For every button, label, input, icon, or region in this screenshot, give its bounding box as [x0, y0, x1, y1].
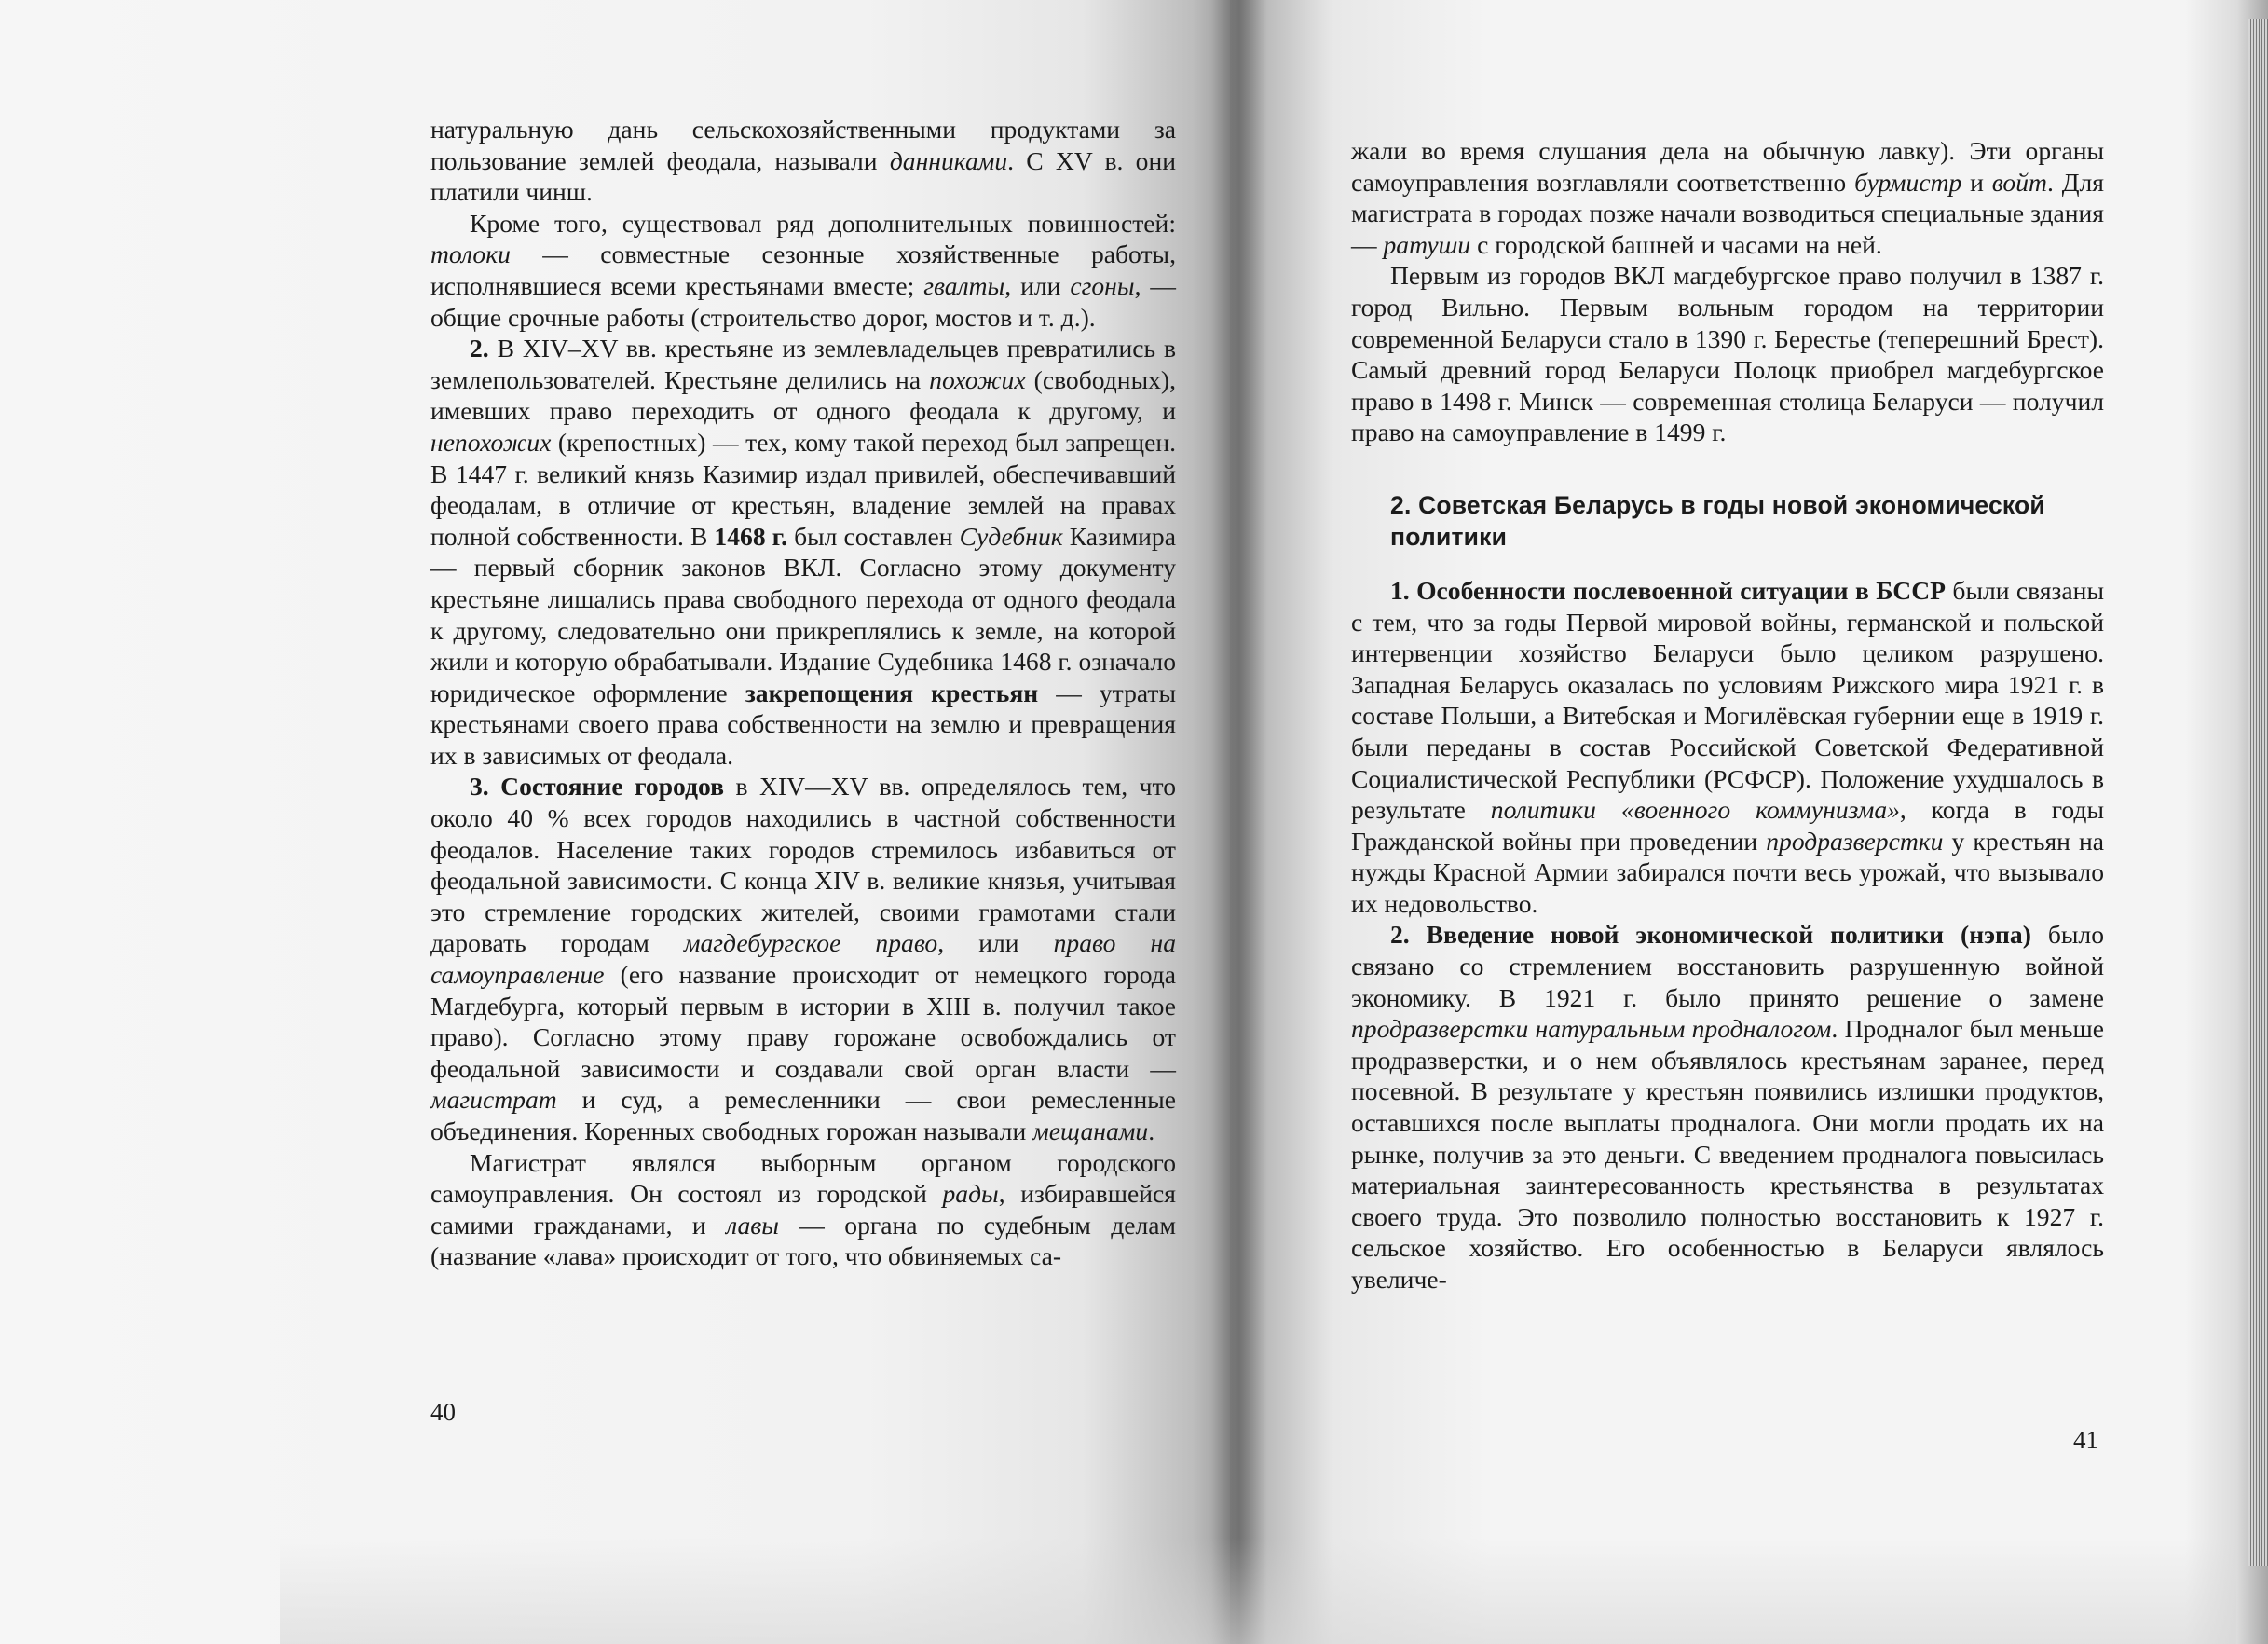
text-run: у крестьян на нужды Красной Армии забирался почти весь урожай, что вызывало их недовольство. [1351, 826, 2105, 918]
italic-term: толоки [430, 240, 511, 269]
italic-term: магистрат [430, 1085, 557, 1115]
text-run: в XIV—XV вв. определялось тем, что около 40 % всех городов находились в частной собственности феодалов. Население таких городов стремилось избавиться от феодальной зависимости. С конца XIV в. великие князья, учитывая это стремление городских жителей, своими грамотами стали даровать городам [430, 772, 1177, 958]
text-run: и суд, а ремесленники — свои ремесленные объединения. Коренных свободных горожан называли [430, 1085, 1176, 1145]
text-run: , — общие срочные работы (строительство дорог, мостов и т. д.). [430, 270, 1177, 332]
italic-term: продразверстки натуральным продналогом [1351, 1014, 1832, 1044]
paragraph [430, 333, 1176, 771]
page-shadow [280, 1538, 2236, 1644]
italic-term: непохожих [430, 427, 552, 457]
italic-term: войт [1991, 167, 2047, 197]
text-run: , избиравшейся самими гражданами, и [430, 1179, 1176, 1240]
bold-term: 1. Особенности послевоенной ситуации в БССР [1390, 575, 1947, 605]
right-paragraphs-before-heading [1351, 135, 2104, 448]
bold-term: 1468 г. [714, 521, 787, 551]
italic-term: мещанами [1032, 1117, 1149, 1145]
text-run: Магистрат являлся выборным органом городского самоуправления. Он состоял из городской [430, 1147, 1176, 1209]
left-text-column [430, 114, 1176, 1272]
text-run: Кроме того, существовал ряд дополнительных повинностей: [470, 208, 1176, 238]
paragraph [1351, 135, 2104, 260]
text-run: Первым из городов ВКЛ магдебургское право получил в 1387 г. город Вильно. Первым вольным городом на территории современной Беларуси стало в 1390 г. Берестье (теперешний Брест). Самый древний город Беларуси Полоцк приобрел магдебургское право в 1498 г. Минск — современная столица Беларуси — получил право на самоуправление в 1499 г. [1351, 261, 2104, 447]
text-run: — утраты крестьянами своего права собственности на землю и превращения их в зависимых от феодала. [430, 678, 1177, 770]
italic-term: политики «военного коммунизма» [1490, 795, 1900, 825]
italic-term: продразверстки [1766, 826, 1944, 856]
italic-term: гвалты [923, 270, 1005, 300]
italic-term: право на самоуправление [430, 928, 1177, 990]
text-run: (крепостных) — тех, кому такой переход был запрещен. В 1447 г. великий князь Казимир издал привилей, обеспечивавший феодалам, в отличие от крестьян, владение землей на правах полной собственности. В [430, 427, 1176, 551]
text-run: (его название происходит от немецкого города Магдебурга, который первым в истории в XIII в. получил такое право). Согласно этому праву горожане освобождались от феодальной зависимости и создавали свой орган власти — [430, 960, 1176, 1083]
right-text-column [1351, 135, 2104, 1295]
italic-term: ратуши [1383, 229, 1471, 259]
text-run: . Для магистрата в городах позже начали возводиться специальные здания — [1351, 167, 2104, 259]
bold-term: 2. Введение новой экономической политики (нэпа) [1390, 920, 2031, 950]
italic-term: похожих [929, 364, 1026, 394]
italic-term: данниками [889, 145, 1008, 175]
text-run: В XIV–XV вв. крестьяне из землевладельцев превратились в землепользователей. Крестьяне делились на [430, 334, 1176, 394]
italic-term: лавы [726, 1210, 779, 1240]
italic-term: магдебургское право [683, 928, 938, 958]
text-run: . Продналог был меньше продразверстки, и о нем объявлялось крестьянам заранее, перед посевной. В результате у крестьян появились излишки продуктов, оставшихся после выплаты продналога. Они могли продать их на рынке, получив за это деньги. С введением продналога повысилась материальная заинтересованность крестьянства в результатах своего труда. Это позволило полностью восстановить к 1927 г. сельское хозяйство. Его особенностью в Беларуси являлось увеличе- [1351, 1014, 2104, 1294]
book-gutter [1211, 0, 1267, 1644]
text-run: (свободных), имевших право переходить от одного феодала к другому, и [430, 364, 1176, 426]
text-run: Казимира — первый сборник законов ВКЛ. Согласно этому документу крестьяне лишались права свободного перехода от одного феодала к другому, следовательно они прикреплялись к земле, на которой жили и которую обрабатывали. Издание Судебника 1468 г. означало юридическое оформление [430, 521, 1176, 707]
italic-term: Судебник [959, 521, 1063, 551]
italic-term: рады [942, 1179, 999, 1209]
page-edges [2248, 19, 2268, 1566]
right-paragraphs-after-heading [1351, 575, 2104, 1295]
text-run: натуральную дань сельскохозяйственными продуктами за пользование землей феодала, называли [430, 115, 1176, 175]
text-run: , когда в годы Гражданской войны при проведении [1351, 795, 2104, 856]
text-run: с городской башней и часами на ней. [1470, 229, 1882, 259]
paragraph [1351, 575, 2104, 920]
page-number-right: 41 [2073, 1426, 2098, 1454]
paragraph [430, 1147, 1176, 1272]
bold-term: 2. [470, 334, 489, 363]
text-run: было связано со стремлением восстановить разрушенную войной экономику. В 1921 г. было принято решение о замене [1351, 920, 2104, 1012]
paragraph [430, 114, 1176, 208]
text-run: . С XV в. они платили чинш. [430, 145, 1176, 207]
text-run: , или [1004, 270, 1071, 300]
bold-term: 3. Состояние городов [470, 772, 725, 801]
text-run: , или [937, 928, 1054, 958]
text-run: — органа по судебным делам (название «лава» происходит от того, что обвиняемых са- [430, 1210, 1176, 1271]
text-run: и [1961, 167, 1992, 197]
paragraph [430, 771, 1176, 1146]
text-run: — совместные сезонные хозяйственные работы, исполнявшиеся всеми крестьянами вместе; [430, 240, 1176, 300]
bold-term: закрепощения крестьян [745, 678, 1039, 707]
paragraph [1351, 919, 2104, 1295]
text-run: . [1148, 1117, 1155, 1145]
text-run: были связаны с тем, что за годы Первой мировой войны, германской и польской интервенции хозяйство Беларуси было целиком разрушено. Западная Беларусь оказалась по условиям Рижского мира 1921 г. в составе Польши, а Витебская и Могилёвская губернии еще в 1919 г. были переданы в состав Российской Советской Федеративной Социалистической Республики (РСФСР). Положение ухудшалось в результате [1351, 575, 2104, 825]
text-run: жали во время слушания дела на обычную лавку). Эти органы самоуправления возглавляли соответственно [1351, 136, 2104, 197]
paragraph [430, 208, 1176, 333]
text-run: был составлен [787, 521, 960, 551]
paragraph [1351, 260, 2104, 448]
italic-term: бурмистр [1854, 167, 1962, 197]
section-heading: 2. Советская Беларусь в годы новой экономической политики [1390, 490, 2045, 551]
italic-term: сгоны [1070, 270, 1135, 300]
page-number-left: 40 [430, 1398, 456, 1426]
